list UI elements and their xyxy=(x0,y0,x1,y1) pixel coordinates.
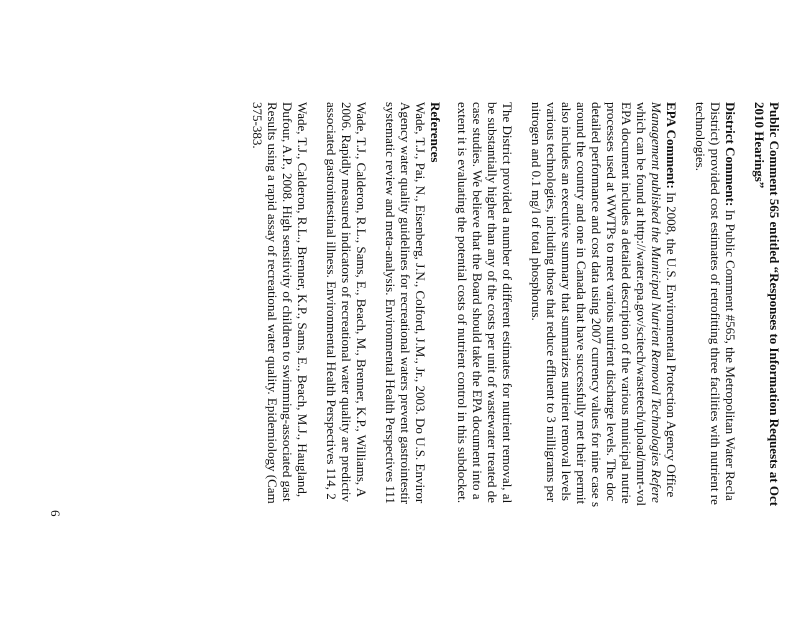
district-paragraph-line-4: extent it is evaluating the potential costs of nutrient control in this subdocket. xyxy=(455,102,470,504)
reference-3-line-1: Wade, T.J., Calderon, R.L., Brenner, K.P., Sams, E., Beach, M.J., Haugland, xyxy=(295,102,310,498)
epa-comment-line-10: nitrogen and 0.1 mg/l of total phosphorus. xyxy=(529,102,544,321)
header-line-2: 2010 Hearings” xyxy=(752,102,767,189)
epa-comment-line-1 xyxy=(663,102,678,497)
district-comment-label: District Comment: xyxy=(723,102,738,207)
epa-comment-line-3: which can be found at http://water.epa.gov/scitech/wastetech/upload/mnrt-vol xyxy=(634,102,649,506)
epa-comment-line-8: also includes an executive summary that summarizes nutrient removal levels xyxy=(559,102,574,501)
epa-comment-line-4: EPA document includes a detailed description of the various municipal nutrie xyxy=(619,102,634,504)
epa-comment-line-5: processes used at WWTPs to meet various nutrient discharge levels. The doc xyxy=(604,102,619,502)
reference-3-line-3: Results using a rapid assay of recreational water quality. Epidemiology (Cam xyxy=(265,102,280,504)
district-comment-line-1 xyxy=(722,102,737,501)
page-number: 6 xyxy=(48,510,63,517)
epa-comment-line-7: around the country and one in Canada that have successfully met their permit xyxy=(574,102,589,505)
epa-comment-text: In 2008, the U.S. Environmental Protection Agency Office xyxy=(664,188,679,498)
reference-3-line-2: Dufour, A.P., 2008. High sensitivity of children to swimming-associated gast xyxy=(280,102,295,502)
epa-comment-line-2: Management published the Municipal Nutrient Removal Technologies Refere xyxy=(649,102,664,503)
epa-comment-line-6: detailed performance and cost data using 2007 currency values for nine case s xyxy=(589,102,604,508)
reference-2-line-2: 2006. Rapidly measured indicators of recreational water quality are predictiv xyxy=(339,102,354,502)
district-comment-line-3: technologies. xyxy=(693,102,708,171)
district-paragraph-line-3: case studies. We believe that the Board should take the EPA document into a xyxy=(470,102,485,500)
epa-comment-label: EPA Comment: xyxy=(664,102,679,189)
reference-1-line-2: Agency water quality guidelines for recreational waters prevent gastrointestir xyxy=(398,102,413,505)
references-heading: References xyxy=(428,102,443,163)
reference-1-line-3: systematic review and meta-analysis. Environmental Health Perspectives 111 xyxy=(383,102,398,504)
reference-2-line-3: associated gastrointestinal illness. Environmental Health Perspectives 114, 2 xyxy=(324,102,339,500)
district-comment-line-2: District) provided cost estimates of retrofitting three facilities with nutrient re xyxy=(708,102,723,505)
header-line-1: Public Comment 565 entitled “Responses to Information Requests at Oct xyxy=(767,102,782,507)
district-paragraph-line-1: The District provided a number of different estimates for nutrient removal, al xyxy=(500,102,515,504)
reference-2-line-1: Wade, T.J., Calderon, R.L., Sams, E., Beach, M., Brenner, K.P., Williams, A xyxy=(354,102,369,498)
district-comment-text: In Public Comment #565, the Metropolitan Water Recla xyxy=(723,206,738,501)
district-paragraph-line-2: be substantially higher than any of the costs per unit of wastewater treated de xyxy=(485,102,500,504)
epa-comment-line-9: various technologies, including those that reduce effluent to 3 milligrams per xyxy=(544,102,559,503)
reference-1-line-1: Wade, T.J., Pai, N., Eisenberg, J.N., Colford, J.M., Jr., 2003. Do U.S. Enviror xyxy=(413,102,428,504)
reference-3-line-4: 375-383. xyxy=(250,102,265,149)
